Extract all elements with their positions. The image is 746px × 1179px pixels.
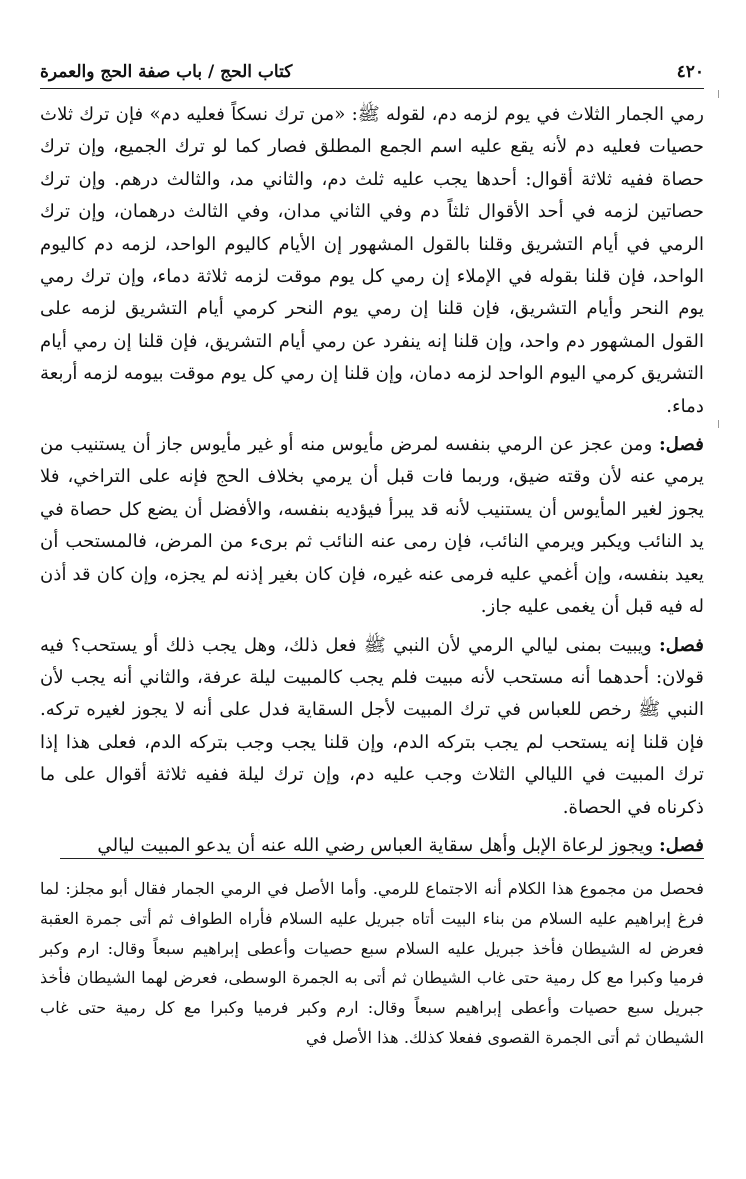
section-label: فصل:	[659, 634, 704, 656]
section-label: فصل:	[659, 834, 704, 856]
paragraph-1: رمي الجمار الثلاث في يوم لزمه دم، لقوله ﷺ: «من ترك نسكاً فعليه دم» فإن ترك ثلاث حصيات فعليه دم لأنه يقع عليه اسم الجمع المطلق فصار كما لو ترك الجميع، وإن ترك حصاة ففيه ثلاثة أقوال: أحدها يجب عليه ثلث دم، والثاني مد، والثالث درهم. وإن ترك حصاتين لزمه في أحد الأقوال ثلثاً دم وفي الثاني مدان، وفي الثالث درهمان، وإن ترك الرمي في أيام التشريق وقلنا بالقول المشهور إن الأيام كاليوم الواحد، لزمه دم كاليوم الواحد، فإن قلنا بقوله في الإملاء إن رمي كل يوم موقت لزمه ثلاثة دماء، وإن ترك رمي يوم النحر وأيام التشريق، فإن قلنا إن رمي يوم النحر كرمي أيام التشريق لزمه على القول المشهور دم واحد، وإن قلنا إنه ينفرد عن رمي أيام التشريق، فإن قلنا إن رمي أيام التشريق كرمي اليوم الواحد لزمه دمان، وإن قلنا إن رمي كل يوم موقت بيومه لزمه أربعة دماء.	[40, 104, 704, 417]
margin-mark	[718, 90, 719, 98]
footnote-text: فحصل من مجموع هذا الكلام أنه الاجتماع للرمي. وأما الأصل في الرمي الجمار فقال أبو مجلز: لما فرغ إبراهيم عليه السلام من بناء البيت أتاه جبريل عليه السلام فأراه الطواف ثم أتى جمرة العقبة فعرض له الشيطان فأخذ جبريل عليه السلام سبع حصيات وأعطى إبراهيم سبعاً وقال: ارم وكبر فرميا وكبرا مع كل رمية حتى غاب الشيطان ثم أتى به الجمرة الوسطى، فعرض لهما الشيطان فأخذ جبريل سبع حصيات وأعطى إبراهيم سبعاً وقال: ارم وكبر فرميا وكبرا مع كل رمية حتى غاب الشيطان ثم أتى الجمرة القصوى ففعلا كذلك. هذا الأصل في	[40, 879, 704, 1047]
running-title: كتاب الحج / باب صفة الحج والعمرة	[40, 62, 293, 82]
margin-mark	[718, 420, 719, 428]
footnote	[40, 874, 704, 1053]
main-text	[40, 99, 704, 862]
paragraph-4-text: ويجوز لرعاة الإبل وأهل سقاية العباس رضي الله عنه أن يدعو المبيت ليالي	[97, 834, 654, 856]
page	[40, 62, 704, 868]
running-header	[40, 62, 704, 89]
paragraph-3-text: ويبيت بمنى ليالي الرمي لأن النبي ﷺ فعل ذلك، وهل يجب ذلك أو يستحب؟ فيه قولان: أحدهما أنه مستحب لأنه مبيت فلم يجب كالمبيت ليلة عرفة، والثاني أنه يجب لأن النبي ﷺ رخص للعباس في ترك المبيت لأجل السقاية فدل على أنه لا يجوز لغيره تركه. فإن قلنا إنه يستحب لم يجب بتركه الدم، وإن قلنا يجب وجب بتركه الدم، فعلى هذا إذا ترك المبيت في الليالي الثلاث وجب عليه دم، وإن ترك ليلة ففيه ثلاثة أقوال على ما ذكرناه في الحصاة.	[40, 634, 704, 818]
page-number: ٤٢٠	[676, 62, 704, 82]
footnote-divider	[60, 858, 704, 859]
paragraph-2-text: ومن عجز عن الرمي بنفسه لمرض مأيوس منه أو غير مأيوس جاز أن يستنيب من يرمي عنه لأن وقته ضيق، وربما فات قبل أن يرمي بخلاف الحج فإنه على التراخي، فلا يجوز لغير المأيوس أن يستنيب لأنه قد يبرأ فيؤديه بنفسه، والأفضل أن يضع كل حصاة في يد النائب ويكبر ويرمي النائب، فإن رمى عنه النائب ثم برىء من المرض، فالمستحب أن يعيد بنفسه، وإن أغمي عليه فرمى عنه غيره، فإن كان بغير إذنه لم يجزه، وإن كان قد أذن له فيه قبل أن يغمى عليه جاز.	[40, 434, 704, 618]
section-label: فصل:	[659, 434, 704, 456]
paragraph-3	[40, 630, 704, 824]
paragraph-2	[40, 429, 704, 623]
